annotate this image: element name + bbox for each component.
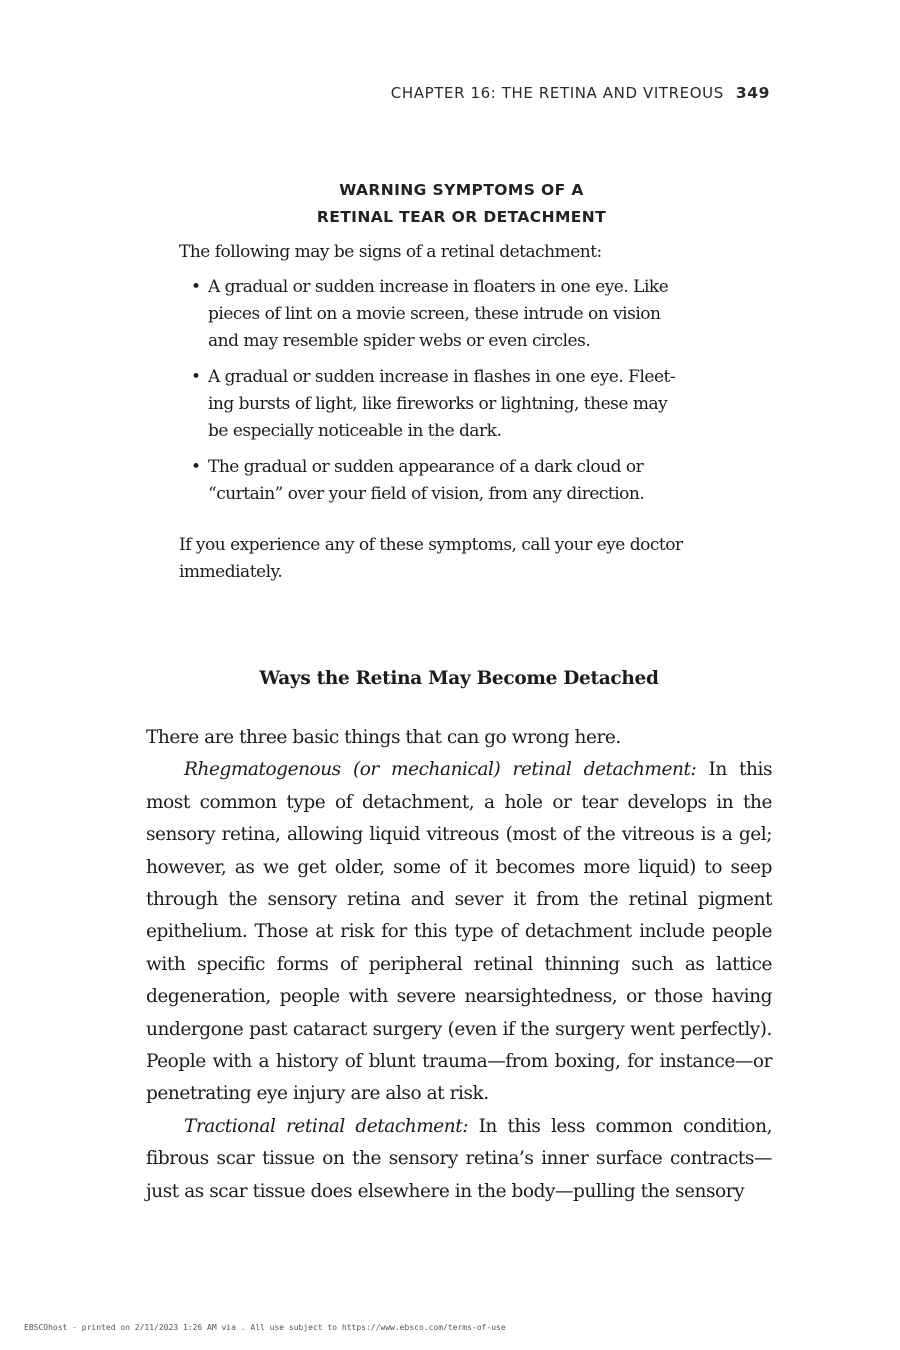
section-heading: Ways the Retina May Become Detached — [259, 668, 659, 689]
symptom-line: ing bursts of light, like fireworks or lightning, these may — [208, 394, 668, 414]
symptom-line: pieces of lint on a movie screen, these intrude on vision — [208, 304, 661, 324]
symptom-line: A gradual or sudden increase in flashes in one eye. Fleet- — [208, 367, 676, 387]
symptom-item — [179, 274, 744, 355]
symptom-list — [179, 274, 744, 508]
bullet-icon: • — [191, 277, 201, 297]
symptom-line: be especially noticeable in the dark. — [208, 421, 502, 441]
sidebar-title-line-1: WARNING SYMPTOMS OF A — [339, 181, 584, 199]
symptom-line: The gradual or sudden appearance of a dark cloud or — [208, 457, 644, 477]
term-tractional: Tractional retinal detachment: — [184, 1115, 469, 1137]
paragraph-text: In this less common condition, fibrous scar tissue on the sensory retina’s inner surface contracts—just as scar tissue does elsewhere in the body—pulling the sensory — [146, 1115, 772, 1202]
term-rhegmatogenous: Rhegmatogenous (or mechanical) retinal detachment: — [184, 759, 697, 781]
paragraph-text: In this most common type of detachment, a hole or tear develops in the sensory retina, allowing liquid vitreous (most of the vitreous is a gel; however, as we get older, some of it becomes more liquid) to seep through the sensory retina and sever it from the retinal pigment epithelium. Those at risk for this type of detachment include people with specific forms of peripheral retinal thinning such as lattice degeneration, people with severe nearsightedness, or those having undergone past cataract surgery (even if the surgery went perfectly). People with a history of blunt trauma—from boxing, for instance—or penetrating eye injury are also at risk. — [146, 759, 772, 1105]
intro-paragraph: There are three basic things that can go wrong here. — [146, 727, 621, 748]
body-text — [146, 722, 772, 1208]
sidebar-intro: The following may be signs of a retinal detachment: — [179, 242, 602, 262]
sidebar-title-line-2: RETINAL TEAR OR DETACHMENT — [316, 208, 607, 226]
bullet-icon: • — [191, 457, 201, 477]
sidebar-closing — [179, 532, 744, 586]
bullet-icon: • — [191, 367, 201, 387]
symptom-line: and may resemble spider webs or even circles. — [208, 331, 591, 351]
chapter-title: CHAPTER 16: THE RETINA AND VITREOUS — [390, 84, 724, 102]
page-number: 349 — [735, 84, 770, 102]
symptom-item — [179, 364, 744, 445]
closing-line: If you experience any of these symptoms, call your eye doctor — [179, 535, 683, 555]
print-footer: EBSCOhost - printed on 2/11/2023 1:26 AM via . All use subject to https://www.ebsco.com/terms-of-use — [24, 1323, 506, 1332]
symptom-line: A gradual or sudden increase in floaters in one eye. Like — [208, 277, 669, 297]
running-head — [391, 84, 770, 102]
symptom-item — [179, 454, 744, 508]
sidebar-title — [179, 177, 744, 231]
symptom-line: “curtain” over your field of vision, from any direction. — [208, 484, 645, 504]
paragraph-rhegmatogenous — [146, 754, 772, 1110]
paragraph-tractional — [146, 1111, 772, 1208]
warning-sidebar — [179, 177, 744, 586]
closing-line: immediately. — [179, 562, 283, 582]
